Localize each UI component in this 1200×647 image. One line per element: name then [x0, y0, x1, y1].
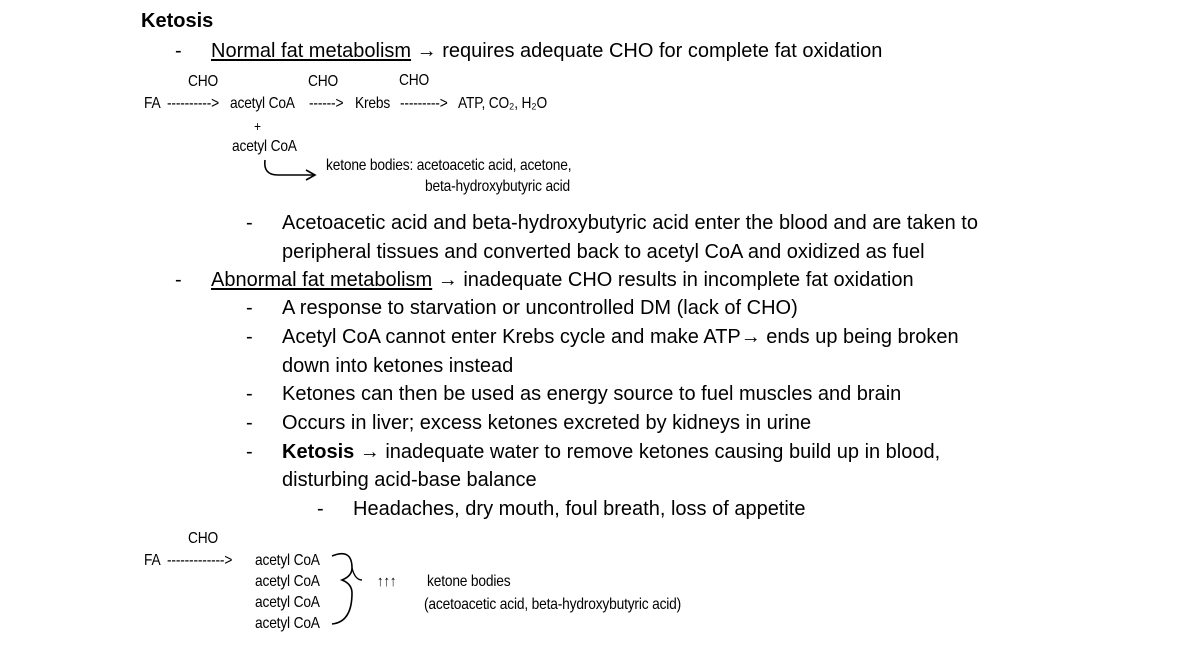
ketosis-definition: → inadequate water to remove ketones causing build up in blood,	[354, 441, 941, 463]
normal-fat-metabolism-description: requires adequate CHO for complete fat oxidation	[442, 40, 883, 62]
list-item: A response to starvation or uncontrolled DM (lack of CHO)	[282, 297, 798, 319]
up-arrows-icon: ↑↑↑	[377, 573, 397, 590]
diagram-acetyl-coa: acetyl CoA	[230, 95, 295, 112]
abnormal-fat-metabolism-heading: Abnormal fat metabolism	[211, 269, 433, 291]
abnormal-fat-metabolism-description: inadequate CHO results in incomplete fat oxidation	[463, 269, 914, 291]
diagram-ketone-bodies-types: (acetoacetic acid, beta-hydroxybutyric acid)	[424, 596, 682, 613]
diagram-ketone-bodies-cont: beta-hydroxybutyric acid	[425, 178, 571, 195]
bullet-dash: -	[317, 498, 324, 520]
diagram-arrow: --------->	[400, 95, 448, 112]
diagram-products: ATP, CO₂, H₂O	[458, 95, 547, 112]
list-item: Headaches, dry mouth, foul breath, loss of appetite	[353, 498, 806, 520]
list-item: Acetyl CoA cannot enter Krebs cycle and make ATP→ ends up being broken	[282, 326, 959, 348]
bullet-dash: -	[246, 297, 253, 319]
bullet-dash: -	[175, 40, 182, 62]
diagram-cho-label: CHO	[188, 530, 219, 547]
diagram-ketone-bodies: ketone bodies: acetoacetic acid, acetone,	[326, 157, 572, 174]
diagram-fa-label: FA	[144, 552, 161, 569]
list-item: Acetoacetic acid and beta-hydroxybutyric acid enter the blood and are taken to	[282, 212, 978, 234]
diagram-cho-label: CHO	[308, 73, 339, 90]
diagram-ketone-bodies: ketone bodies	[427, 573, 511, 590]
bullet-dash: -	[175, 269, 182, 291]
diagram-cho-label: CHO	[188, 73, 219, 90]
diagram-fa-label: FA	[144, 95, 161, 112]
diagram-acetyl-coa: acetyl CoA	[255, 573, 320, 590]
diagram-arrow: ------------->	[167, 552, 233, 569]
list-item: Ketones can then be used as energy source to fuel muscles and brain	[282, 383, 902, 405]
list-item-continuation: disturbing acid-base balance	[282, 469, 537, 491]
bullet-dash: -	[246, 441, 253, 463]
diagram-cho-label: CHO	[399, 72, 430, 89]
bullet-dash: -	[246, 412, 253, 434]
bullet-dash: -	[246, 326, 253, 348]
diagram-plus: +	[254, 118, 261, 134]
list-item-continuation: peripheral tissues and converted back to acetyl CoA and oxidized as fuel	[282, 241, 925, 263]
bullet-dash: -	[246, 212, 253, 234]
list-item: Occurs in liver; excess ketones excreted by kidneys in urine	[282, 412, 812, 434]
bullet-dash: -	[246, 383, 253, 405]
diagram-acetyl-coa: acetyl CoA	[255, 594, 320, 611]
arrow-right: →	[437, 269, 458, 291]
page-title: Ketosis	[141, 10, 214, 32]
diagram-acetyl-coa: acetyl CoA	[255, 552, 320, 569]
diagram-arrow: ------>	[309, 95, 344, 112]
list-item-continuation: down into ketones instead	[282, 355, 514, 377]
normal-fat-metabolism-heading: Normal fat metabolism	[211, 40, 412, 62]
diagram-acetyl-coa: acetyl CoA	[255, 615, 320, 632]
ketosis-term: Ketosis	[282, 441, 355, 463]
arrow-right: →	[416, 40, 437, 62]
diagram-krebs: Krebs	[355, 95, 391, 112]
diagram-arrow: ---------->	[167, 95, 219, 112]
diagram-acetyl-coa: acetyl CoA	[232, 138, 297, 155]
